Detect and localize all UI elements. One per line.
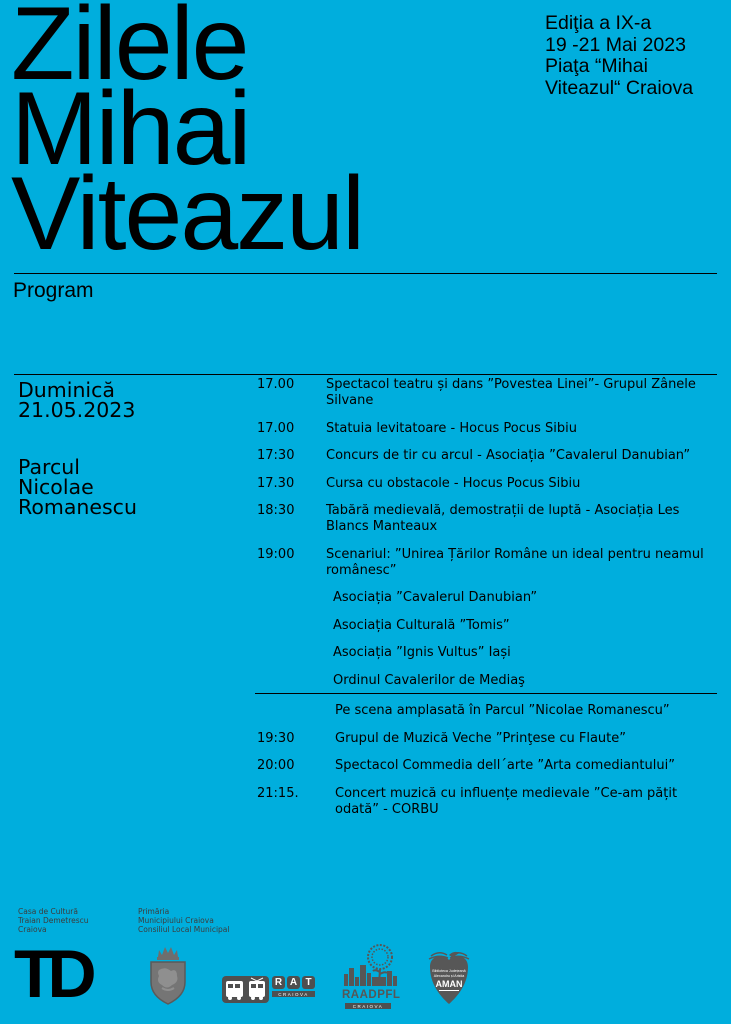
event-time: 17.30: [257, 475, 295, 491]
edition-venue-line-1: Piaţa “Mihai: [545, 55, 648, 77]
raadpfl-city-bar: CRAIOVA: [345, 1003, 391, 1009]
td-logo: TD: [14, 936, 89, 1012]
event-time: 19:30: [257, 730, 295, 746]
org2-line: Primăria: [138, 907, 170, 916]
event-text: Tabără medievală, demostrații de luptă - Asociația Les Blancs Manteaux: [326, 503, 680, 534]
rat-letter-t: T: [302, 976, 315, 989]
schedule-part-2: [257, 703, 719, 829]
event-time: 17:30: [257, 448, 295, 463]
bus-tram-icon: [222, 976, 269, 1007]
schedule-stage-note: [257, 703, 719, 719]
event-text: Concert muzică cu influențe medievale ”Ce-am pățit odată” - CORBU: [335, 785, 678, 817]
schedule-row: [257, 377, 719, 409]
schedule-row: [257, 547, 719, 579]
raadpfl-name: RAADPFL: [342, 989, 401, 1001]
schedule-row: [257, 448, 719, 464]
event-day: [18, 380, 135, 420]
schedule-part-1: [257, 377, 719, 700]
rat-letter-r: R: [272, 976, 285, 989]
schedule-row-participant: [257, 673, 719, 689]
event-text: Scenariul: ”Unirea Țărilor Române un ideal pentru neamul românesc”: [326, 546, 704, 578]
schedule-row: [257, 731, 719, 747]
participant-text: Ordinul Cavalerilor de Mediaş: [333, 672, 525, 688]
event-text: Statuia levitatoare - Hocus Pocus Sibiu: [326, 420, 577, 436]
event-text: Pe scena amplasată în Parcul ”Nicolae Romanescu”: [335, 703, 670, 718]
day-date: 21.05.2023: [18, 398, 136, 422]
event-time: [257, 590, 326, 606]
event-text: Spectacol Commedia dell´arte ”Arta comediantului”: [335, 758, 675, 773]
title-line-3: Viteazul: [11, 156, 364, 272]
event-time: [257, 673, 326, 689]
event-time: 17.00: [257, 420, 295, 436]
event-text: Spectacol teatru și dans ”Povestea Linei”- Grupul Zânele Silvane: [326, 377, 696, 408]
schedule-row: [257, 758, 719, 774]
event-time: [257, 645, 326, 661]
edition-dates: 19 -21 Mai 2023: [545, 33, 686, 56]
event-location: [18, 457, 137, 517]
schedule-row: [257, 786, 719, 818]
schedule-row-participant: [257, 645, 719, 661]
divider-top: [14, 273, 717, 274]
event-time: 20:00: [257, 758, 295, 773]
aman-text-line-3: AMAN: [435, 979, 463, 989]
org1-line: Casa de Cultură: [18, 907, 78, 916]
rat-letter-a: A: [287, 976, 300, 989]
rat-city-bar: CRAIOVA: [272, 991, 315, 997]
event-text: Cursa cu obstacole - Hocus Pocus Sibiu: [326, 475, 581, 491]
aman-text-line-2: Alexandru și Aristia: [433, 974, 465, 978]
day-name: Duminică: [18, 378, 115, 402]
organizer-casa-de-cultura: [18, 908, 89, 934]
event-text: Grupul de Muzică Veche ”Prinţese cu Flaute”: [335, 730, 626, 746]
edition-info: [545, 13, 720, 99]
program-label: Program: [13, 279, 94, 302]
event-time: 21:15.: [257, 785, 299, 801]
schedule-row-participant: [257, 618, 719, 634]
aman-library-logo: [427, 946, 471, 1014]
event-time: 19:00: [257, 546, 295, 562]
schedule-row: [257, 421, 719, 437]
location-line-3: Romanescu: [18, 495, 137, 519]
location-line-2: Nicolae: [18, 475, 94, 499]
title-line-2: Mihai: [11, 71, 250, 187]
event-time: 18:30: [257, 503, 295, 518]
org1-line: Craiova: [18, 924, 47, 934]
org2-line: Municipiului Craiova: [138, 915, 214, 925]
organizer-primaria: [138, 908, 230, 934]
schedule-row-participant: [257, 590, 719, 606]
divider-schedule: [255, 693, 717, 694]
schedule-row: [257, 503, 719, 535]
edition-venue-line-2: Viteazul“ Craiova: [545, 76, 694, 99]
event-text: Concurs de tir cu arcul - Asociația ”Cavalerul Danubian”: [326, 448, 691, 463]
title-line-1: Zilele: [11, 0, 248, 102]
edition-number: Ediţia a IX-a: [545, 12, 652, 34]
org2-line: Consiliul Local Municipal: [138, 924, 230, 934]
event-time: [257, 703, 326, 719]
craiova-coat-of-arms-icon: [145, 944, 191, 1012]
org1-line: Traian Demetrescu: [18, 915, 89, 925]
skyline-tree-icon: [342, 944, 402, 986]
event-time: [257, 618, 326, 634]
participant-text: Asociația Culturală ”Tomis”: [333, 617, 510, 633]
poster-title: [11, 0, 364, 272]
participant-text: Asociația ”Cavalerul Danubian”: [333, 590, 538, 605]
event-time: 17.00: [257, 377, 295, 392]
rat-letters: [272, 976, 315, 989]
rat-craiova-logo: [222, 976, 315, 1007]
location-line-1: Parcul: [18, 455, 80, 479]
divider-program: [14, 374, 717, 375]
schedule-row: [257, 476, 719, 492]
participant-text: Asociația ”Ignis Vultus” Iași: [333, 645, 511, 660]
raadpfl-logo: [342, 944, 404, 1009]
aman-text-line-1: Biblioteca Județeană: [432, 969, 466, 973]
